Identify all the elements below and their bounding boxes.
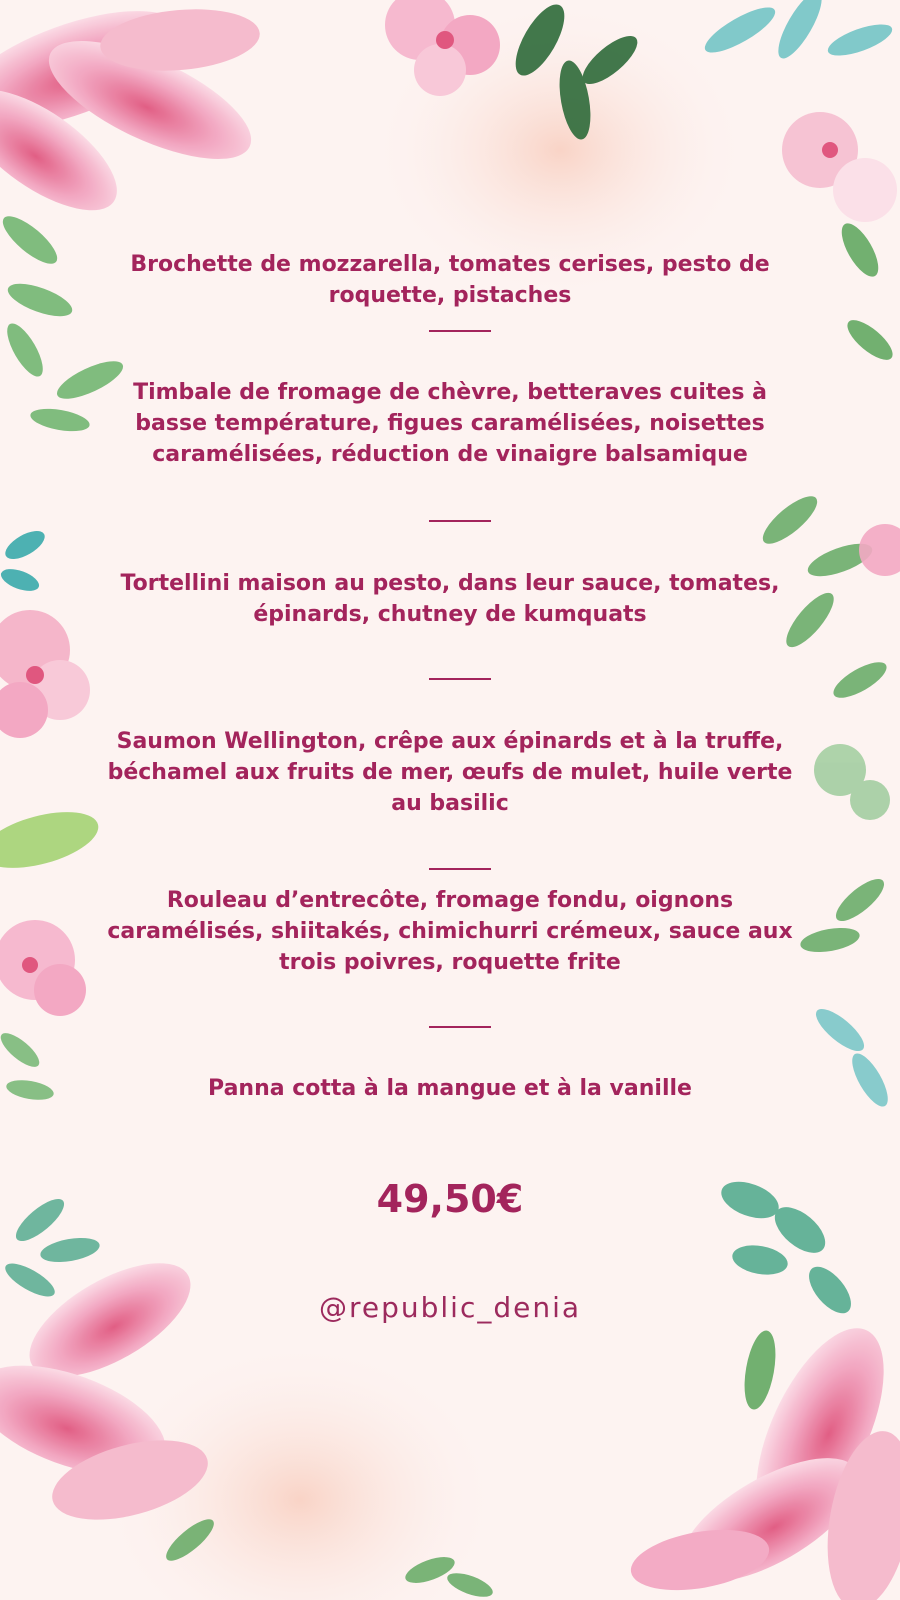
menu-item-starter-2: Timbale de fromage de chèvre, betteraves cuites à basse température, figues caramélisées, noisettes caramélisées, réduction de vinaigre balsamique — [133, 380, 767, 467]
menu-item-starter-1: Brochette de mozzarella, tomates cerises, pesto de roquette, pistaches — [130, 252, 770, 308]
menu-divider — [429, 678, 491, 680]
menu-divider — [429, 330, 491, 332]
menu-item-fish: Saumon Wellington, crêpe aux épinards et à la truffe, béchamel aux fruits de mer, œufs de mulet, huile verte au basilic — [107, 729, 793, 816]
menu-divider — [429, 1026, 491, 1028]
menu-item-pasta: Tortellini maison au pesto, dans leur sauce, tomates, épinards, chutney de kumquats — [120, 571, 780, 627]
social-handle: @republic_denia — [318, 1291, 582, 1324]
menu-price: 49,50€ — [376, 1177, 524, 1221]
menu-item-dessert: Panna cotta à la mangue et à la vanille — [208, 1076, 692, 1101]
menu-divider — [429, 520, 491, 522]
menu-divider — [429, 868, 491, 870]
menu-item-meat: Rouleau d’entrecôte, fromage fondu, oignons caramélisés, shiitakés, chimichurri crémeux, sauce aux trois poivres, roquette frite — [107, 888, 793, 975]
